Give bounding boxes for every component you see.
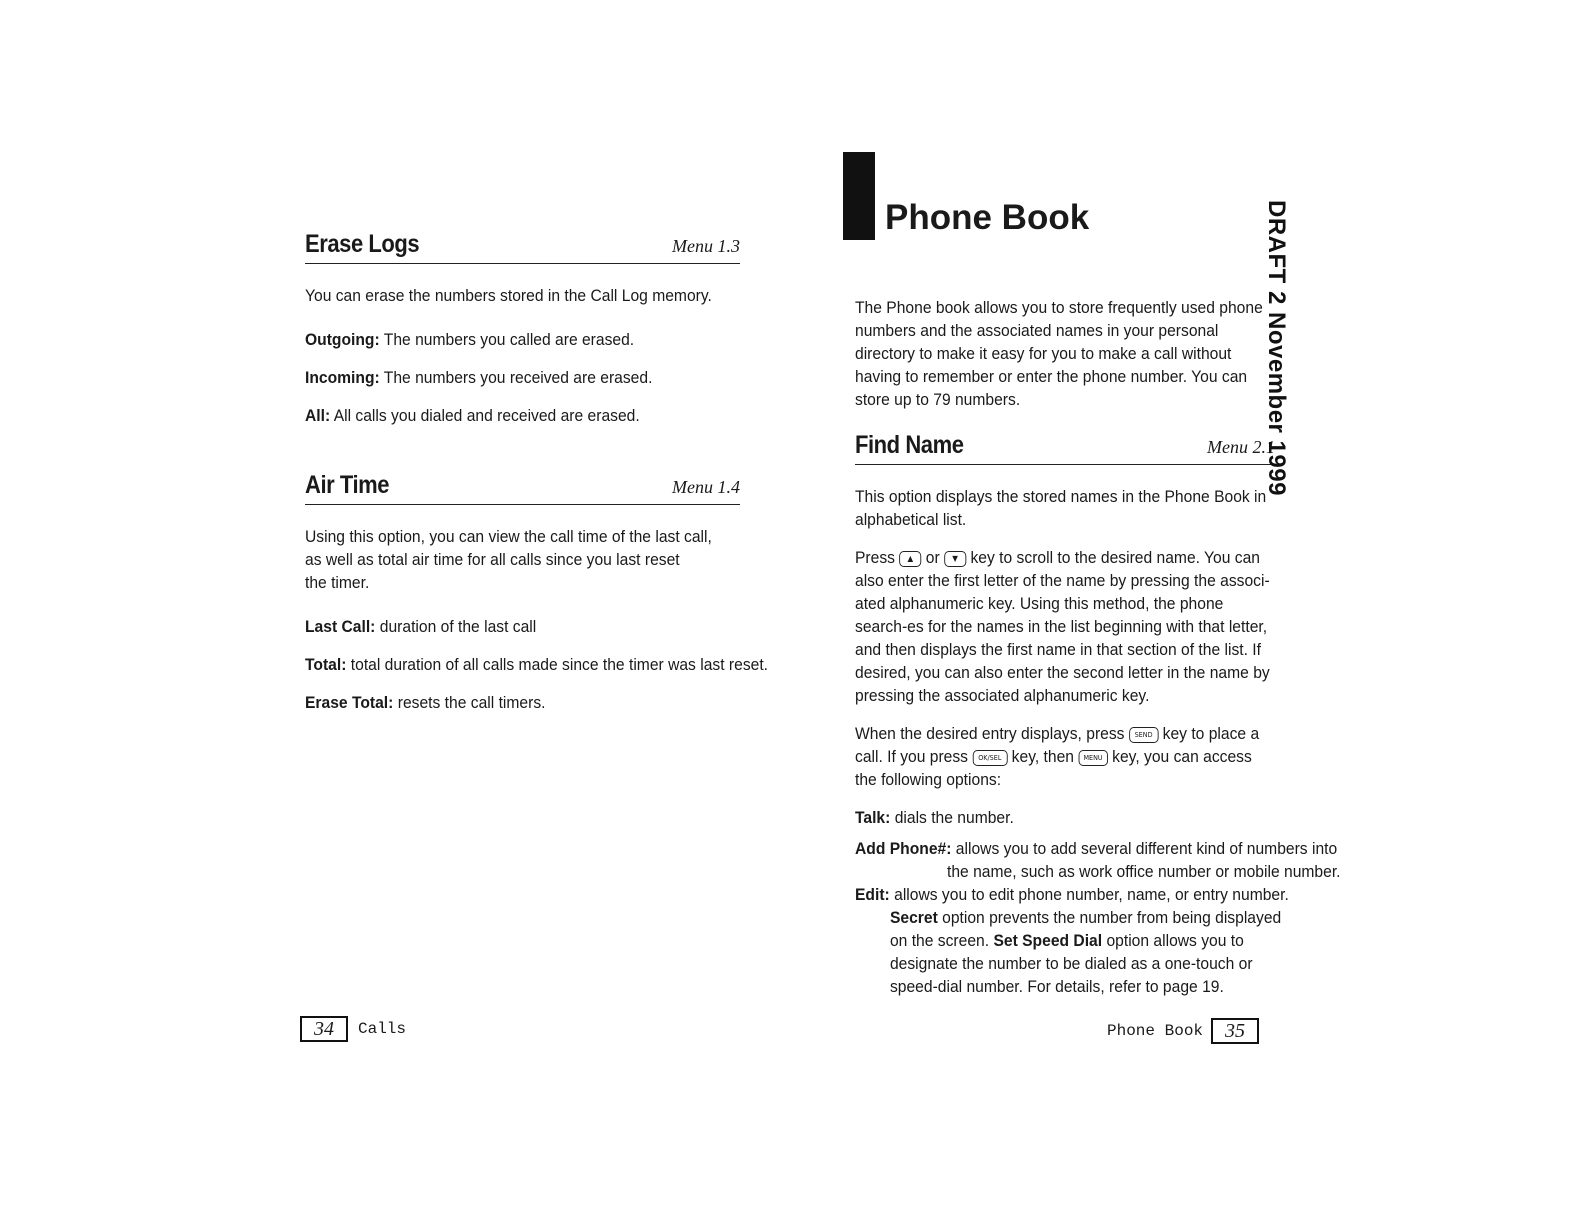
left-page — [305, 230, 769, 714]
air-time-title: Air Time — [305, 471, 390, 499]
desc: allows you to edit phone number, name, or entry number. — [894, 885, 1289, 904]
erase-item-incoming — [305, 366, 737, 389]
intro-line: the timer. — [305, 573, 370, 592]
desc: total duration of all calls made since the timer was last reset. — [350, 655, 769, 674]
draft-watermark-text: DRAFT 2 November 1999 — [1263, 200, 1290, 496]
right-folio — [1107, 1018, 1259, 1044]
phone-book-intro: The Phone book allows you to store frequently used phone numbers and the associated names in your personal directory to make it easy for you to make a call without having to remember or enter the phone number. You can store up to 79 numbers. — [855, 298, 1263, 409]
send-key-icon: SEND — [1129, 727, 1158, 743]
erase-logs-title: Erase Logs — [305, 230, 420, 258]
air-item-erase-total — [305, 691, 737, 714]
text: or — [925, 548, 940, 567]
find-name-menu: Menu 2.1 — [1207, 437, 1275, 457]
menu-key-icon: MENU — [1078, 750, 1107, 766]
text: key, then — [1011, 747, 1074, 766]
desc: The numbers you received are erased. — [383, 368, 653, 387]
desc: dials the number. — [894, 808, 1014, 827]
term: Talk: — [855, 808, 891, 827]
draft-watermark — [1262, 200, 1292, 496]
erase-logs-header — [305, 230, 740, 264]
desc: option allows you to designate the number to be dialed as a one-touch or speed-dial number. For details, refer to page 19. — [889, 931, 1253, 996]
text: key, you can access the following options: — [855, 747, 1252, 789]
text: key to scroll to the desired name. You can also enter the first letter of the name by pressing the associ-ated alphanumeric key. Using this method, the phone search-es for the names in the list beginning with that letter, and then displays the first name in that section of the list. If desired, you can also enter the second letter in the name by pressing the associated alphanumeric key. — [855, 548, 1270, 705]
term: Incoming: — [305, 368, 380, 387]
down-key-icon: ▼ — [944, 551, 966, 567]
erase-item-outgoing — [305, 328, 737, 351]
chapter-title: Phone Book — [885, 198, 1090, 237]
page-number: 34 — [300, 1016, 348, 1042]
term: Outgoing: — [305, 330, 380, 349]
term: Edit: — [855, 885, 890, 904]
left-folio — [300, 1016, 406, 1042]
page-number: 35 — [1211, 1018, 1259, 1044]
up-key-icon: ▲ — [899, 551, 921, 567]
ok-key-icon: OK/SEL — [972, 750, 1007, 766]
running-footer: Calls — [358, 1020, 407, 1038]
air-item-total — [305, 653, 781, 676]
option-talk — [855, 806, 1292, 829]
running-footer: Phone Book — [1107, 1022, 1204, 1040]
erase-logs-menu: Menu 1.3 — [672, 236, 740, 256]
chapter-bar — [843, 152, 875, 240]
intro-line: as well as total air time for all calls since you last reset — [305, 550, 680, 569]
erase-logs-intro: You can erase the numbers stored in the Call Log memory. — [305, 286, 712, 305]
chapter-heading — [855, 150, 1295, 240]
term: All: — [305, 406, 331, 425]
desc: All calls you dialed and received are erased. — [333, 406, 640, 425]
desc: allows you to add several different kind of numbers into the name, such as work office number or mobile number. — [947, 839, 1341, 881]
term: Erase Total: — [305, 693, 394, 712]
desc: resets the call timers. — [397, 693, 546, 712]
intro-line: Using this option, you can view the call time of the last call, — [305, 527, 712, 546]
find-name-header — [855, 431, 1275, 465]
desc: option prevents the number from being displayed on the screen. — [889, 908, 1282, 950]
text: key to place a call. If you press — [855, 724, 1260, 766]
option-add-phone — [855, 837, 1352, 883]
desc: The numbers you called are erased. — [383, 330, 635, 349]
air-time-intro — [305, 525, 737, 594]
air-item-last-call — [305, 615, 737, 638]
option-edit — [855, 883, 1302, 998]
air-time-menu: Menu 1.4 — [672, 477, 740, 497]
speed-dial-term: Set Speed Dial — [993, 931, 1103, 950]
air-time-header — [305, 471, 740, 505]
find-name-p1: This option displays the stored names in the Phone Book in alphabetical list. — [855, 487, 1267, 529]
text: Press — [855, 548, 895, 567]
term: Add Phone#: — [855, 839, 952, 858]
text: When the desired entry displays, press — [855, 724, 1125, 743]
find-name-p3 — [855, 722, 1267, 791]
right-page — [855, 150, 1341, 998]
secret-term: Secret — [889, 908, 938, 927]
erase-item-all — [305, 404, 737, 427]
term: Last Call: — [305, 617, 376, 636]
term: Total: — [305, 655, 347, 674]
desc: duration of the last call — [379, 617, 537, 636]
find-name-title: Find Name — [855, 431, 964, 459]
find-name-p2 — [855, 546, 1274, 707]
